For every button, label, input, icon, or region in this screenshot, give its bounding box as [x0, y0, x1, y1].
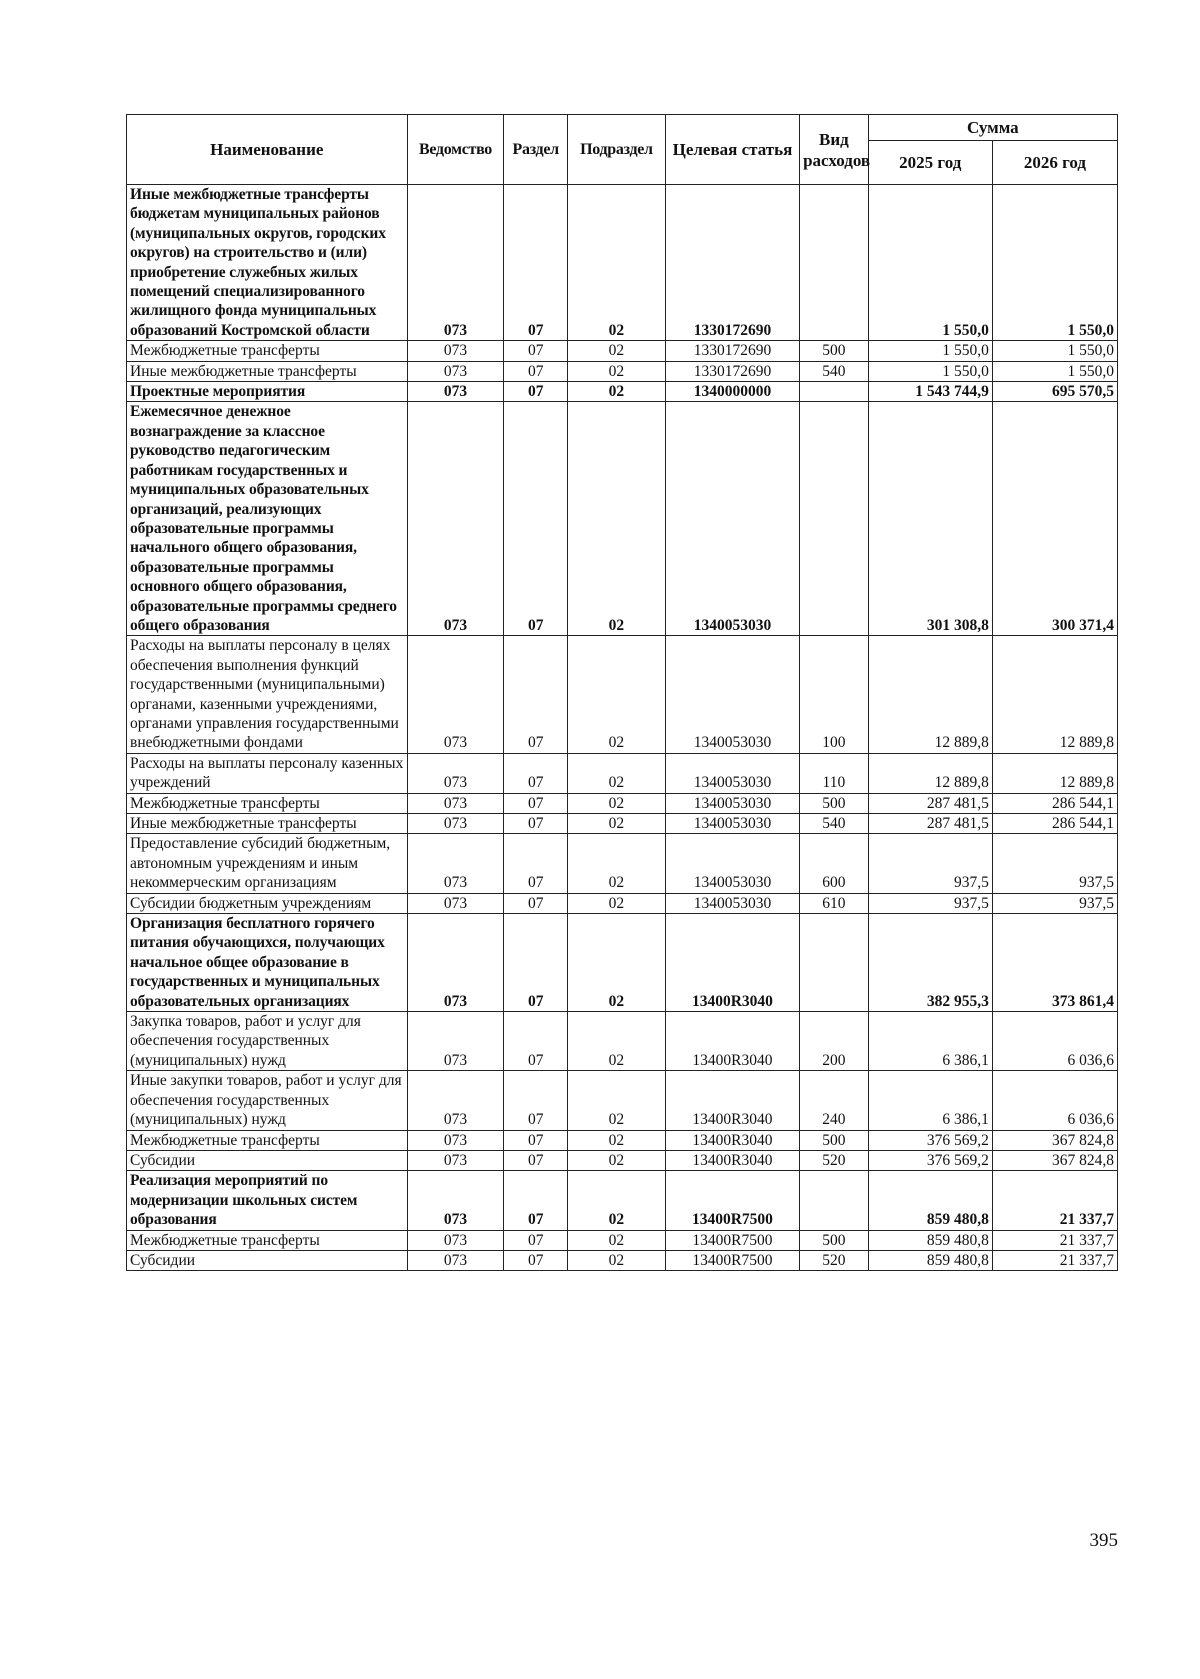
cell-section: 07: [504, 1150, 568, 1170]
cell-target: 1340053030: [665, 793, 799, 813]
header-year-2026: 2026 год: [992, 141, 1117, 185]
cell-dept: 073: [407, 361, 504, 381]
cell-expense-type: 500: [800, 1230, 869, 1250]
header-year-2025: 2025 год: [868, 141, 992, 185]
cell-2025: 859 480,8: [868, 1230, 992, 1250]
table-row: [127, 402, 1118, 636]
cell-expense-type: [800, 402, 869, 636]
table-body: [127, 185, 1118, 1271]
cell-target: 1330172690: [665, 361, 799, 381]
cell-name: Межбюджетные трансферты: [127, 341, 408, 361]
cell-section: 07: [504, 814, 568, 834]
cell-subsection: 02: [567, 1012, 665, 1071]
cell-2025: 382 955,3: [868, 914, 992, 1012]
cell-2026: 937,5: [992, 893, 1117, 913]
table-row: [127, 814, 1118, 834]
cell-2025: 287 481,5: [868, 814, 992, 834]
cell-name: Иные межбюджетные трансферты: [127, 361, 408, 381]
cell-expense-type: 540: [800, 814, 869, 834]
cell-expense-type: 200: [800, 1012, 869, 1071]
cell-expense-type: 600: [800, 834, 869, 893]
cell-subsection: 02: [567, 834, 665, 893]
cell-dept: 073: [407, 1071, 504, 1130]
cell-name: Субсидии: [127, 1250, 408, 1270]
cell-dept: 073: [407, 382, 504, 402]
cell-subsection: 02: [567, 814, 665, 834]
cell-2026: 367 824,8: [992, 1150, 1117, 1170]
table-header: [127, 115, 1118, 185]
cell-expense-type: [800, 185, 869, 341]
cell-subsection: 02: [567, 361, 665, 381]
table-row: [127, 382, 1118, 402]
cell-target: 1340053030: [665, 753, 799, 793]
table-row: [127, 1130, 1118, 1150]
table-row: [127, 1171, 1118, 1230]
cell-section: 07: [504, 361, 568, 381]
cell-2025: 6 386,1: [868, 1071, 992, 1130]
cell-2026: 937,5: [992, 834, 1117, 893]
cell-2025: 12 889,8: [868, 753, 992, 793]
table-row: [127, 834, 1118, 893]
cell-dept: 073: [407, 814, 504, 834]
cell-dept: 073: [407, 1230, 504, 1250]
cell-subsection: 02: [567, 185, 665, 341]
cell-section: 07: [504, 793, 568, 813]
cell-target: 1340053030: [665, 814, 799, 834]
cell-dept: 073: [407, 185, 504, 341]
cell-expense-type: 110: [800, 753, 869, 793]
cell-target: 13400R7500: [665, 1230, 799, 1250]
cell-name: Предоставление субсидий бюджетным, автономным учреждениям и иным некоммерческим организациям: [127, 834, 408, 893]
cell-2026: 21 337,7: [992, 1171, 1117, 1230]
cell-2025: 1 550,0: [868, 341, 992, 361]
cell-2025: 859 480,8: [868, 1171, 992, 1230]
cell-section: 07: [504, 185, 568, 341]
cell-expense-type: 500: [800, 341, 869, 361]
cell-2025: 859 480,8: [868, 1250, 992, 1270]
cell-section: 07: [504, 1250, 568, 1270]
cell-name: Расходы на выплаты персоналу казенных учреждений: [127, 753, 408, 793]
cell-target: 1340053030: [665, 893, 799, 913]
cell-expense-type: [800, 914, 869, 1012]
cell-name: Реализация мероприятий по модернизации школьных систем образования: [127, 1171, 408, 1230]
cell-2025: 376 569,2: [868, 1150, 992, 1170]
table-row: [127, 914, 1118, 1012]
cell-expense-type: 610: [800, 893, 869, 913]
cell-2025: 12 889,8: [868, 636, 992, 753]
cell-subsection: 02: [567, 636, 665, 753]
cell-target: 1330172690: [665, 185, 799, 341]
cell-2026: 12 889,8: [992, 753, 1117, 793]
cell-2026: 286 544,1: [992, 814, 1117, 834]
cell-target: 13400R3040: [665, 1071, 799, 1130]
cell-dept: 073: [407, 753, 504, 793]
cell-name: Межбюджетные трансферты: [127, 793, 408, 813]
cell-name: Межбюджетные трансферты: [127, 1130, 408, 1150]
header-target: Целевая статья: [665, 115, 799, 185]
cell-name: Проектные мероприятия: [127, 382, 408, 402]
header-subsection: Подраздел: [567, 115, 665, 185]
table-row: [127, 1012, 1118, 1071]
cell-subsection: 02: [567, 893, 665, 913]
table-row: [127, 1071, 1118, 1130]
cell-section: 07: [504, 893, 568, 913]
cell-2026: 6 036,6: [992, 1012, 1117, 1071]
cell-section: 07: [504, 834, 568, 893]
cell-2026: 367 824,8: [992, 1130, 1117, 1150]
cell-section: 07: [504, 1130, 568, 1150]
cell-section: 07: [504, 402, 568, 636]
cell-2026: 695 570,5: [992, 382, 1117, 402]
cell-dept: 073: [407, 1130, 504, 1150]
cell-dept: 073: [407, 834, 504, 893]
cell-target: 13400R7500: [665, 1250, 799, 1270]
cell-target: 13400R7500: [665, 1171, 799, 1230]
cell-section: 07: [504, 341, 568, 361]
table-row: [127, 361, 1118, 381]
cell-subsection: 02: [567, 1250, 665, 1270]
cell-target: 1340053030: [665, 834, 799, 893]
cell-dept: 073: [407, 402, 504, 636]
cell-2026: 286 544,1: [992, 793, 1117, 813]
cell-expense-type: 500: [800, 793, 869, 813]
cell-2026: 6 036,6: [992, 1071, 1117, 1130]
cell-2026: 21 337,7: [992, 1250, 1117, 1270]
cell-expense-type: [800, 1171, 869, 1230]
cell-target: 13400R3040: [665, 1012, 799, 1071]
cell-section: 07: [504, 1171, 568, 1230]
cell-2026: 373 861,4: [992, 914, 1117, 1012]
cell-name: Иные межбюджетные трансферты: [127, 814, 408, 834]
header-section: Раздел: [504, 115, 568, 185]
cell-name: Организация бесплатного горячего питания обучающихся, получающих начальное общее образование в государственных и муниципальных образовательных организациях: [127, 914, 408, 1012]
cell-expense-type: 100: [800, 636, 869, 753]
cell-dept: 073: [407, 893, 504, 913]
cell-subsection: 02: [567, 914, 665, 1012]
page-number: 395: [1089, 1530, 1118, 1551]
table-row: [127, 1150, 1118, 1170]
table-row: [127, 793, 1118, 813]
cell-subsection: 02: [567, 1230, 665, 1250]
cell-2025: 937,5: [868, 834, 992, 893]
table-row: [127, 1250, 1118, 1270]
cell-section: 07: [504, 1012, 568, 1071]
cell-target: 1340053030: [665, 402, 799, 636]
cell-subsection: 02: [567, 753, 665, 793]
cell-subsection: 02: [567, 1071, 665, 1130]
cell-expense-type: 540: [800, 361, 869, 381]
table-row: [127, 893, 1118, 913]
cell-subsection: 02: [567, 793, 665, 813]
cell-2025: 6 386,1: [868, 1012, 992, 1071]
cell-expense-type: 240: [800, 1071, 869, 1130]
cell-subsection: 02: [567, 341, 665, 361]
header-name: Наименование: [127, 115, 408, 185]
cell-target: 13400R3040: [665, 914, 799, 1012]
cell-section: 07: [504, 753, 568, 793]
header-expense-type: Вид расходов: [800, 115, 869, 185]
cell-dept: 073: [407, 1150, 504, 1170]
cell-dept: 073: [407, 1171, 504, 1230]
cell-subsection: 02: [567, 1130, 665, 1150]
cell-dept: 073: [407, 793, 504, 813]
cell-subsection: 02: [567, 1171, 665, 1230]
cell-2025: 1 550,0: [868, 361, 992, 381]
cell-subsection: 02: [567, 382, 665, 402]
cell-dept: 073: [407, 1250, 504, 1270]
cell-2026: 21 337,7: [992, 1230, 1117, 1250]
table-row: [127, 185, 1118, 341]
cell-2026: 1 550,0: [992, 185, 1117, 341]
budget-table: [126, 114, 1118, 1271]
cell-expense-type: 500: [800, 1130, 869, 1150]
cell-2026: 12 889,8: [992, 636, 1117, 753]
cell-2025: 937,5: [868, 893, 992, 913]
cell-name: Расходы на выплаты персоналу в целях обеспечения выполнения функций государственными (муниципальными) органами, казенными учреждениями, органами управления государственными внебюджетными фондами: [127, 636, 408, 753]
cell-target: 1330172690: [665, 341, 799, 361]
cell-dept: 073: [407, 341, 504, 361]
cell-target: 1340053030: [665, 636, 799, 753]
cell-expense-type: 520: [800, 1250, 869, 1270]
cell-2026: 1 550,0: [992, 341, 1117, 361]
cell-name: Субсидии бюджетным учреждениям: [127, 893, 408, 913]
table-row: [127, 341, 1118, 361]
table-row: [127, 1230, 1118, 1250]
cell-dept: 073: [407, 1012, 504, 1071]
cell-2026: 1 550,0: [992, 361, 1117, 381]
cell-2025: 287 481,5: [868, 793, 992, 813]
cell-expense-type: [800, 382, 869, 402]
cell-subsection: 02: [567, 402, 665, 636]
cell-section: 07: [504, 1071, 568, 1130]
header-dept: Ведомство: [407, 115, 504, 185]
cell-2025: 1 550,0: [868, 185, 992, 341]
cell-dept: 073: [407, 636, 504, 753]
cell-target: 1340000000: [665, 382, 799, 402]
cell-name: Межбюджетные трансферты: [127, 1230, 408, 1250]
cell-subsection: 02: [567, 1150, 665, 1170]
cell-name: Субсидии: [127, 1150, 408, 1170]
header-sum: Сумма: [868, 115, 1117, 141]
table-row: [127, 753, 1118, 793]
cell-2026: 300 371,4: [992, 402, 1117, 636]
cell-target: 13400R3040: [665, 1150, 799, 1170]
cell-target: 13400R3040: [665, 1130, 799, 1150]
cell-name: Закупка товаров, работ и услуг для обеспечения государственных (муниципальных) нужд: [127, 1012, 408, 1071]
cell-section: 07: [504, 1230, 568, 1250]
cell-section: 07: [504, 914, 568, 1012]
cell-2025: 301 308,8: [868, 402, 992, 636]
cell-2025: 376 569,2: [868, 1130, 992, 1150]
cell-expense-type: 520: [800, 1150, 869, 1170]
cell-name: Иные закупки товаров, работ и услуг для обеспечения государственных (муниципальных) нужд: [127, 1071, 408, 1130]
cell-name: Иные межбюджетные трансферты бюджетам муниципальных районов (муниципальных округов, городских округов) на строительство и (или) приобретение служебных жилых помещений специализированного жилищного фонда муниципальных образований Костромской области: [127, 185, 408, 341]
cell-2025: 1 543 744,9: [868, 382, 992, 402]
cell-dept: 073: [407, 914, 504, 1012]
cell-name: Ежемесячное денежное вознаграждение за классное руководство педагогическим работникам государственных и муниципальных образовательных организаций, реализующих образовательные программы начального общего образования, образовательные программы основного общего образования, образовательные программы среднего общего образования: [127, 402, 408, 636]
cell-section: 07: [504, 382, 568, 402]
table-row: [127, 636, 1118, 753]
cell-section: 07: [504, 636, 568, 753]
